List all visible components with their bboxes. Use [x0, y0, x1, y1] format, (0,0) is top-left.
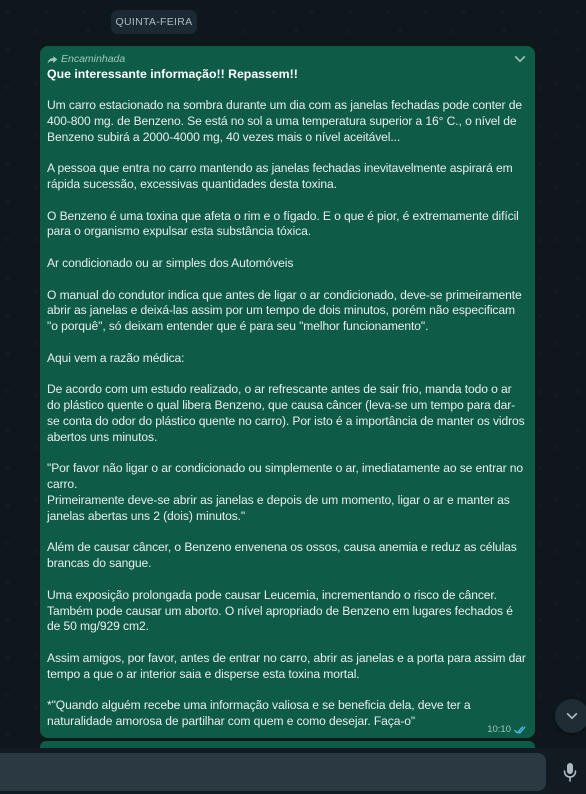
microphone-icon [563, 762, 577, 782]
message-meta [487, 724, 529, 735]
message-time: 10:10 [487, 724, 511, 735]
date-divider [111, 10, 197, 34]
forward-arrow-icon [47, 54, 58, 65]
date-divider-label: QUINTA-FEIRA [115, 16, 193, 28]
message-title: Que interessante informação!! Repassem!! [47, 67, 298, 81]
forwarded-label: Encaminhada [61, 53, 126, 65]
message-body: Um carro estacionado na sombra durante um dia com as janelas fechadas pode conter de 400-800 mg. de Benzeno. Se está no sol a uma temperatura superior a 16° C., o nível de Benzeno subirá a 2000-4000 mg, 40 vezes mais o nível aceitável... A pessoa que entra no carro mantendo as janelas fechadas inevitavelmente aspirará em rápida sucessão, excessivas quantidades desta toxina. O Benzeno é uma toxina que afeta o rim e o fígado. E o que é pior, é extremamente difícil para o organismo expulsar esta substância tóxica. Ar condicionado ou ar simples dos Automóveis O manual do condutor indica que antes de ligar o ar condicionado, deve-se primeiramente abrir as janelas e deixá-las assim por um tempo de dois minutos, porém não especificam "o porquê", só deixam entender que é para seu "melhor funcionamento". Aqui vem a razão médica: De acordo com um estudo realizado, o ar refrescante antes de sair frio, manda todo o ar do plástico quente o qual libera Benzeno, que causa câncer (leva-se um tempo para dar-se conta do odor do plástico quente no carro). Por isto é a importância de manter os vidros abertos uns minutos. "Por favor não ligar o ar condicionado ou simplemente o ar, imediatamente ao se entrar no carro. Primeiramente deve-se abrir as janelas e depois de um momento, ligar o ar e manter as janelas abertas uns 2 (dois) minutos." Além de causar câncer, o Benzeno envenena os ossos, causa anemia e reduz as células brancas do sangue. Uma exposição prolongada pode causar Leucemia, incrementando o risco de câncer. Também pode causar um aborto. O nível apropriado de Benzeno em lugares fechados é de 50 mg/929 cm2. Assim amigos, por favor, antes de entrar no carro, abrir as janelas e a porta para assim dar tempo a que o ar interior saia e disperse esta toxina mortal. *"Quando alguém recebe uma informação valiosa e se beneficia dela, deve ter a naturalidade amorosa de partilhar com quem e como desejar. Faça-o" [47, 98, 526, 729]
scroll-to-bottom-button[interactable] [555, 699, 586, 733]
mic-button[interactable] [560, 761, 580, 783]
forwarded-indicator [47, 52, 527, 66]
chevron-down-icon [565, 709, 579, 723]
message-bubble[interactable] [40, 46, 535, 738]
double-check-icon [514, 725, 529, 735]
chevron-down-icon[interactable] [513, 52, 527, 66]
message-input[interactable] [0, 753, 546, 791]
